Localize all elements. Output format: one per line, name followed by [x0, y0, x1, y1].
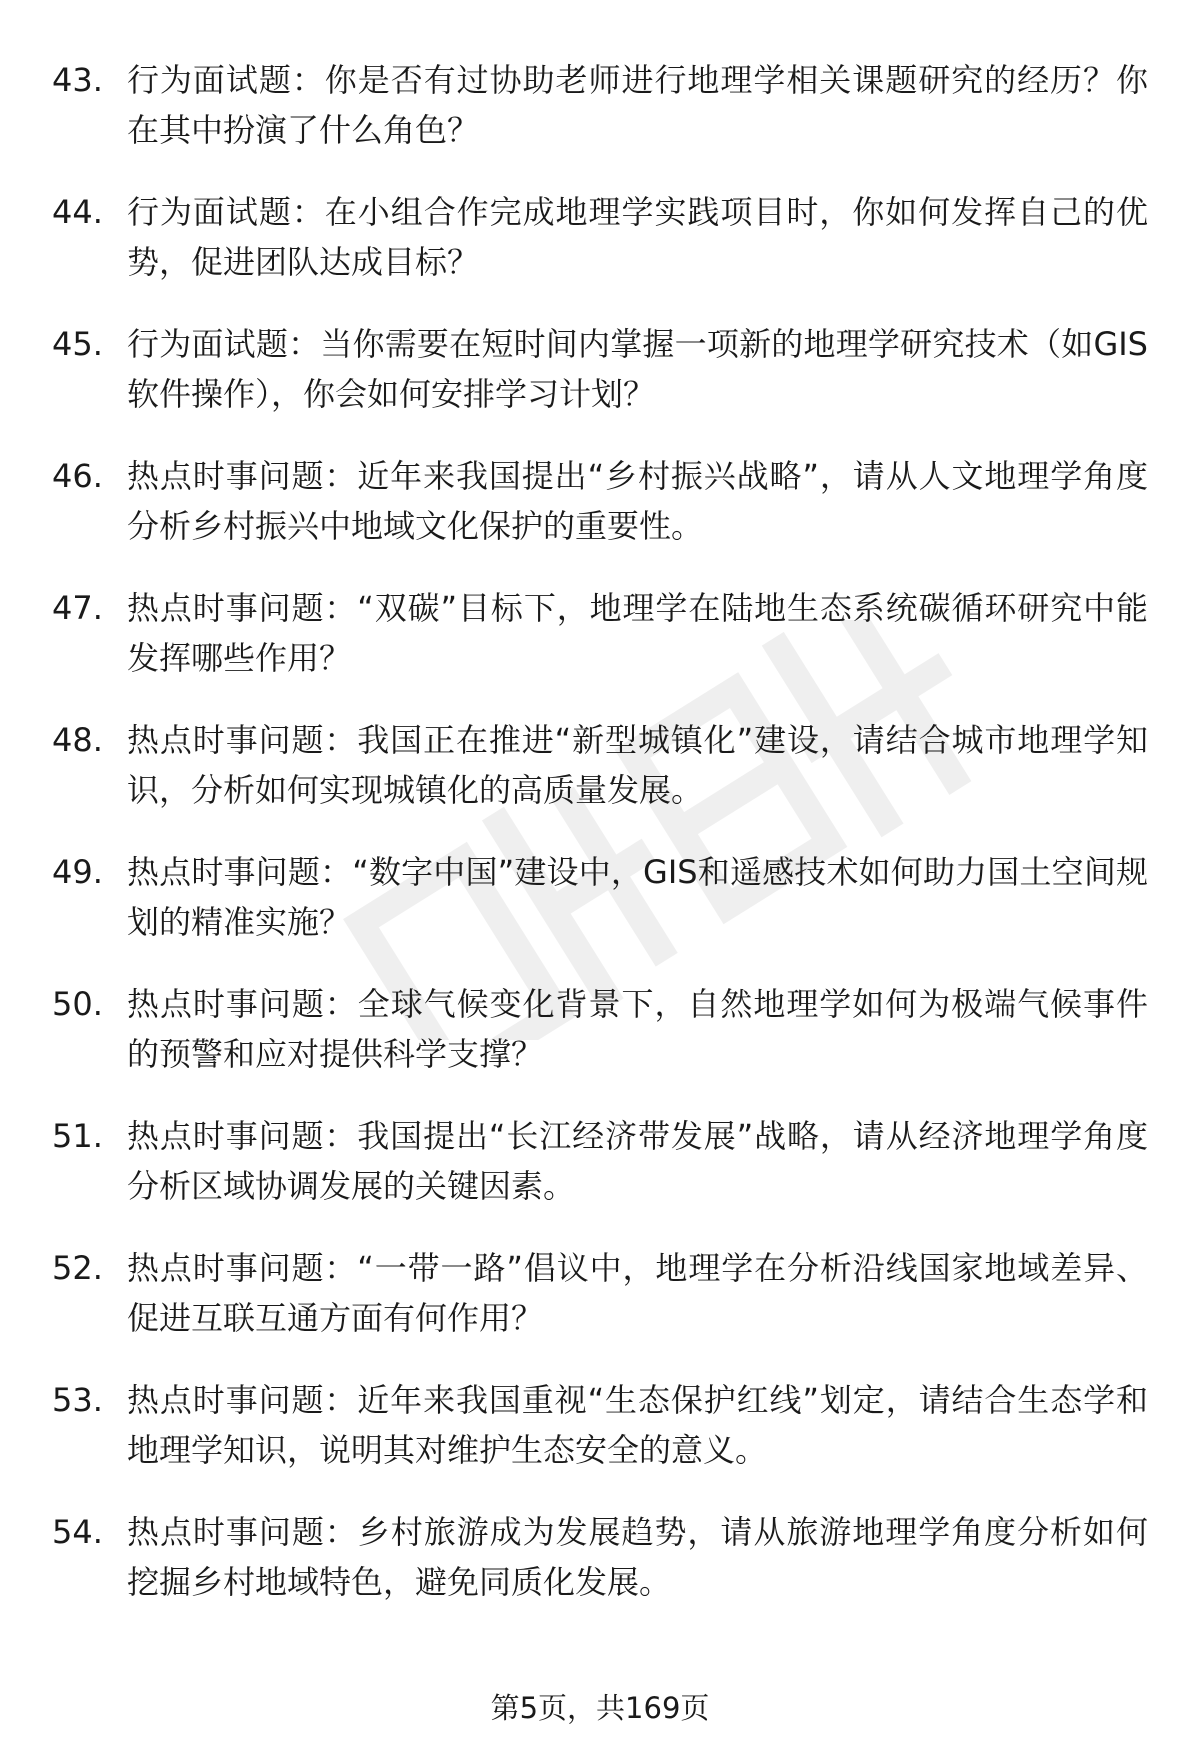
question-text: 热点时事问题：我国正在推进“新型城镇化”建设，请结合城市地理学知识，分析如何实现城镇化的高质量发展。 [127, 721, 1148, 809]
question-number: 50. [52, 985, 103, 1023]
question-number: 43. [52, 61, 103, 99]
question-item [52, 847, 1148, 979]
question-text: 行为面试题：当你需要在短时间内掌握一项新的地理学研究技术（如GIS软件操作），你会如何安排学习计划？ [127, 325, 1148, 413]
question-item [52, 1111, 1148, 1243]
question-list [52, 55, 1148, 1639]
question-item [52, 187, 1148, 319]
question-number: 48. [52, 721, 103, 759]
question-text: 行为面试题：在小组合作完成地理学实践项目时，你如何发挥自己的优势，促进团队达成目标？ [127, 193, 1148, 281]
question-item [52, 451, 1148, 583]
question-number: 54. [52, 1513, 103, 1551]
page-number-label: 第5页，共169页 [490, 1691, 710, 1725]
question-item [52, 1243, 1148, 1375]
question-number: 44. [52, 193, 103, 231]
page-footer [0, 1688, 1200, 1728]
question-text: 热点时事问题：“数字中国”建设中，GIS和遥感技术如何助力国土空间规划的精准实施？ [127, 853, 1148, 941]
question-number: 51. [52, 1117, 103, 1155]
question-number: 47. [52, 589, 103, 627]
question-item [52, 583, 1148, 715]
question-text: 热点时事问题：我国提出“长江经济带发展”战略，请从经济地理学角度分析区域协调发展的关键因素。 [127, 1117, 1148, 1205]
question-text: 热点时事问题：近年来我国提出“乡村振兴战略”，请从人文地理学角度分析乡村振兴中地域文化保护的重要性。 [127, 457, 1148, 545]
question-number: 52. [52, 1249, 103, 1287]
question-item [52, 715, 1148, 847]
question-number: 53. [52, 1381, 103, 1419]
question-text: 热点时事问题：全球气候变化背景下，自然地理学如何为极端气候事件的预警和应对提供科学支撑？ [127, 985, 1148, 1073]
question-text: 热点时事问题：“一带一路”倡议中，地理学在分析沿线国家地域差异、促进互联互通方面有何作用？ [127, 1249, 1148, 1337]
question-item [52, 1375, 1148, 1507]
question-item [52, 55, 1148, 187]
question-item [52, 319, 1148, 451]
question-text: 热点时事问题：乡村旅游成为发展趋势，请从旅游地理学角度分析如何挖掘乡村地域特色，避免同质化发展。 [127, 1513, 1148, 1601]
question-item [52, 1507, 1148, 1639]
question-text: 热点时事问题：“双碳”目标下，地理学在陆地生态系统碳循环研究中能发挥哪些作用？ [127, 589, 1148, 677]
question-item [52, 979, 1148, 1111]
question-number: 45. [52, 325, 103, 363]
question-number: 46. [52, 457, 103, 495]
question-number: 49. [52, 853, 103, 891]
question-text: 热点时事问题：近年来我国重视“生态保护红线”划定，请结合生态学和地理学知识，说明其对维护生态安全的意义。 [127, 1381, 1148, 1469]
question-text: 行为面试题：你是否有过协助老师进行地理学相关课题研究的经历？你在其中扮演了什么角色？ [127, 61, 1148, 149]
